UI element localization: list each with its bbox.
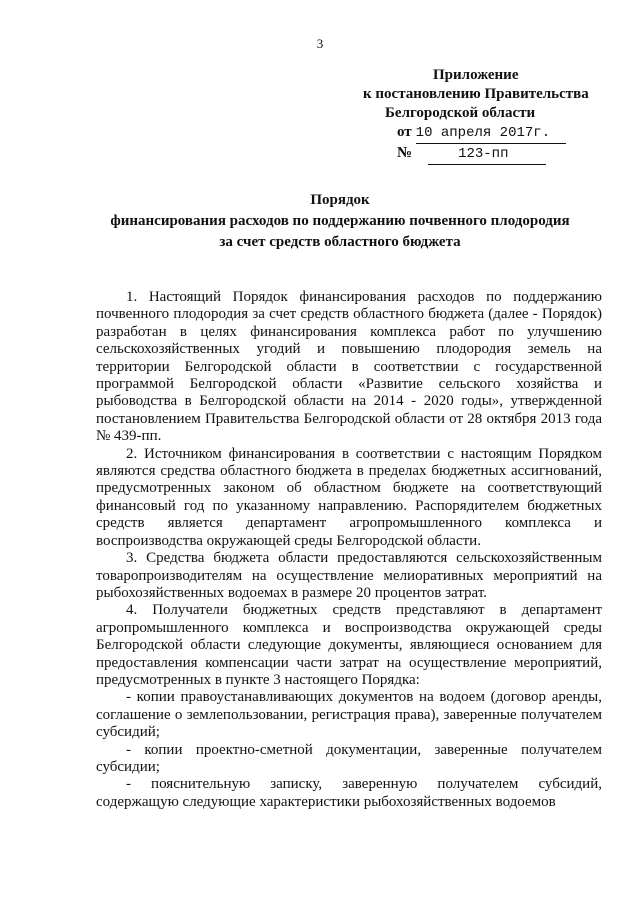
appendix-title: Приложение [433,67,519,83]
paragraph-4: 4. Получатели бюджетных средств представляют в департамент агропромышленного комплекса и воспроизводства окружающей среды Белгородской области следующие документы, являющиеся основанием для предоставления компенсации части затрат на осуществление мероприятий, предусмотренных в пункте 3 настоящего Порядка: [96,602,602,688]
list-item-ownership-docs: - копии правоустанавливающих документов на водоем (договор аренды, соглашение о землепользовании, регистрация права), заверенные получателем субсидий; [96,689,602,741]
paragraph-2: 2. Источником финансирования в соответствии с настоящим Порядком являются средства областного бюджета в пределах бюджетных ассигнований, предусмотренных законом об областном бюджете на соответствующий финансовый год по указанному направлению. Распорядителем бюджетных средств является департамент агропромышленного комплекса и воспроизводства окружающей среды Белгородской области. [96,445,602,549]
title-line-1: Порядок [310,192,370,208]
title-line-3: за счет средств областного бюджета [219,234,461,250]
handwritten-number: 123-пп [428,145,546,165]
handwritten-date: 10 апреля 2017г. [416,124,566,144]
list-item-design-docs: - копии проектно-сметной документации, заверенные получателем субсидии; [96,741,602,775]
date-prefix: от [397,124,412,140]
document-title [60,190,620,253]
page-number: 3 [316,36,324,51]
document-body [96,289,602,811]
appendix-number-line [345,144,615,165]
paragraph-3: 3. Средства бюджета области предоставляются сельскохозяйственным товаропроизводителям на осуществление мелиоративных мероприятий на рыбохозяйственных водоемах в размере 20 процентов затрат. [96,550,602,601]
appendix-line-resolution: к постановлению Правительства [363,86,589,102]
list-item-explanatory-note: - пояснительную записку, заверенную получателем субсидий, содержащую следующие характеристики рыбохозяйственных водоемов [96,776,602,810]
appendix-header [345,66,615,165]
title-line-2: финансирования расходов по поддержанию почвенного плодородия [110,213,570,229]
appendix-date-line [345,123,615,144]
number-prefix: № [397,145,413,161]
paragraph-1: 1. Настоящий Порядок финансирования расходов по поддержанию почвенного плодородия за счет средств областного бюджета (далее - Порядок) разработан в целях финансирования комплекса работ по улучшению сельскохозяйственных угодий и повышению плодородия земель на территории Белгородской области в соответствии с государственной программой Белгородской области «Развитие сельского хозяйства и рыбоводства в Белгородской области на 2014 - 2020 годы», утвержденной постановлением Правительства Белгородской области от 28 октября 2013 года № 439-пп. [96,289,602,445]
appendix-line-region: Белгородской области [385,105,536,121]
